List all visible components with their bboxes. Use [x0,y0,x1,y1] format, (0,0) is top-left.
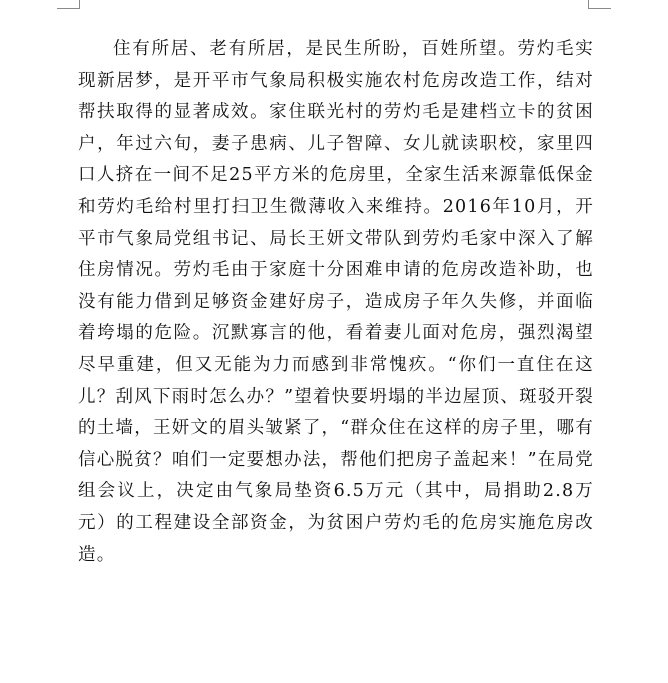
document-body [78,34,594,571]
body-paragraph: 住有所居、老有所居，是民生所盼，百姓所望。劳灼毛实现新居梦，是开平市气象局积极实施农村危房改造工作，结对帮扶取得的显著成效。家住联光村的劳灼毛是建档立卡的贫困户，年过六旬，妻子患病、儿子智障、女儿就读职校，家里四口人挤在一间不足25平方米的危房里，全家生活来源靠低保金和劳灼毛给村里打扫卫生微薄收入来维持。2016年10月，开平市气象局党组书记、局长王妍文带队到劳灼毛家中深入了解住房情况。劳灼毛由于家庭十分困难申请的危房改造补助，也没有能力借到足够资金建好房子，造成房子年久失修，并面临着垮塌的危险。沉默寡言的他，看着妻儿面对危房，强烈渴望尽早重建，但又无能为力而感到非常愧疚。“你们一直住在这儿？刮风下雨时怎么办？”望着快要坍塌的半边屋顶、斑驳开裂的土墙，王妍文的眉头皱紧了，“群众住在这样的房子里，哪有信心脱贫？咱们一定要想办法，帮他们把房子盖起来！”在局党组会议上，决定由气象局垫资6.5万元（其中，局捐助2.8万元）的工程建设全部资金，为贫困户劳灼毛的危房实施危房改造。 [78,39,594,565]
crop-mark-right [588,0,611,9]
crop-mark-left [57,0,80,9]
